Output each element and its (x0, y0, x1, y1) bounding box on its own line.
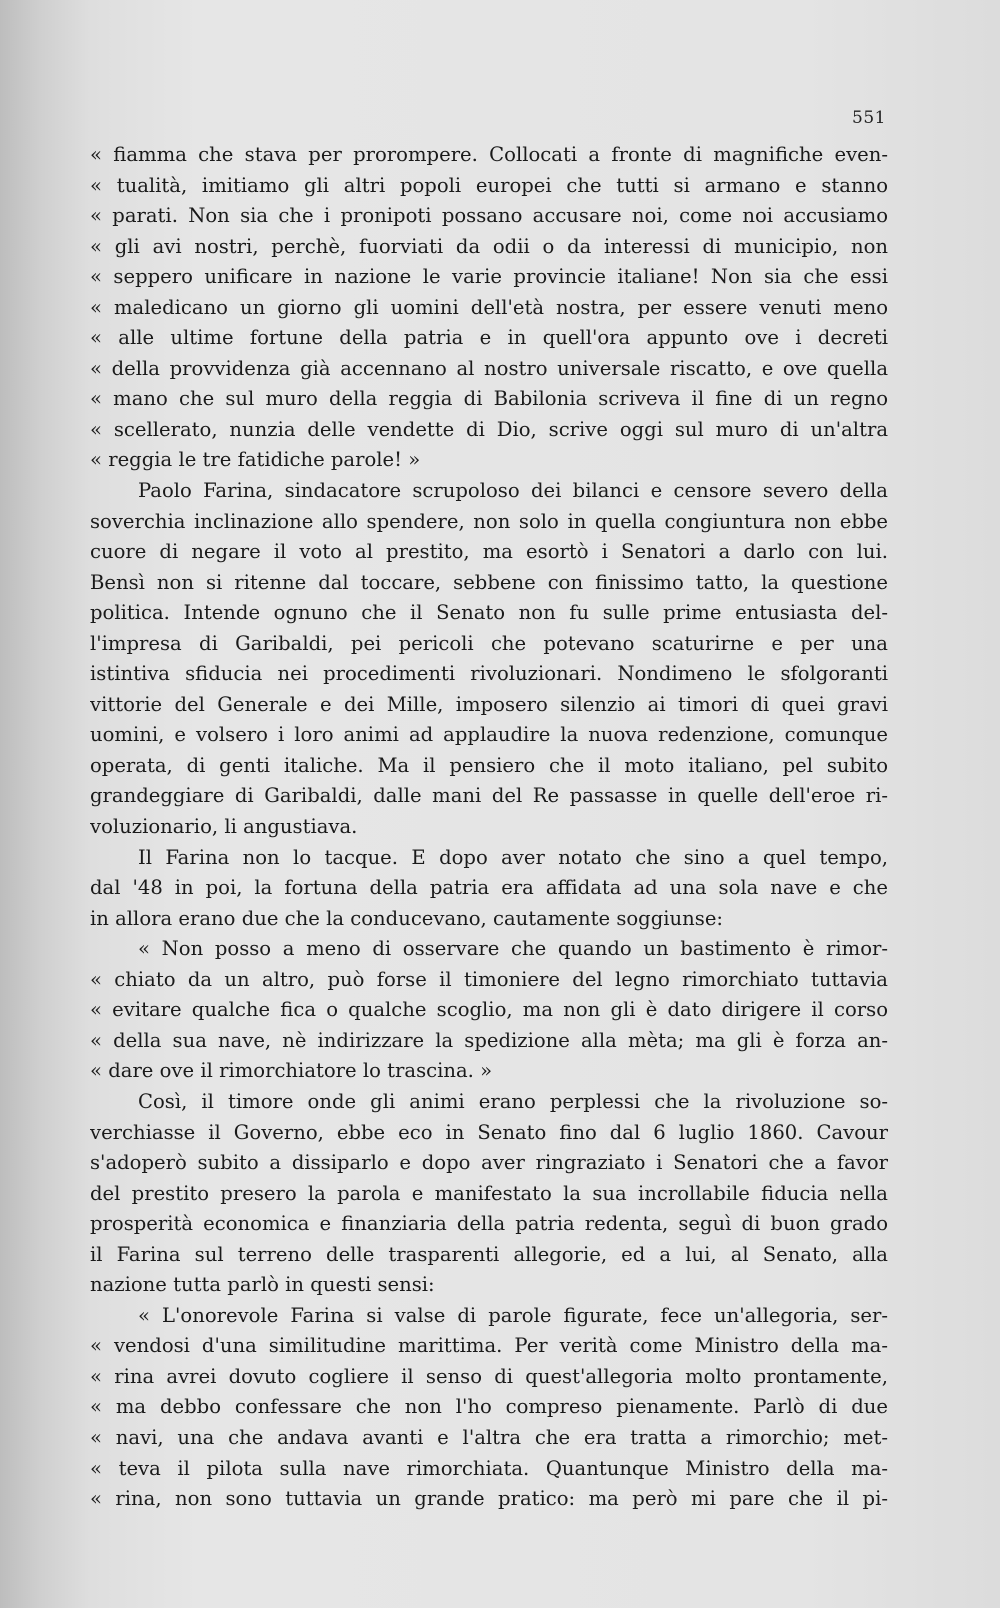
text-line: il Farina sul terreno delle trasparenti allegorie, ed a lui, al Senato, alla (90, 1242, 888, 1266)
text-line: prosperità economica e finanziaria della patria redenta, seguì di buon grado (90, 1212, 888, 1236)
text-line: « L'onorevole Farina si valse di parole figurate, fece un'allegoria, ser- (138, 1303, 888, 1327)
text-line: l'impresa di Garibaldi, pei pericoli che potevano scaturirne e per una (90, 631, 888, 655)
text-line: voluzionario, li angustiava. (90, 815, 358, 839)
text-line: « mano che sul muro della reggia di Babilonia scriveva il fine di un regno (90, 387, 888, 411)
text-line: « maledicano un giorno gli uomini dell'età nostra, per essere venuti meno (90, 295, 888, 319)
text-line: « reggia le tre fatidiche parole! » (90, 448, 421, 472)
text-line: grandeggiare di Garibaldi, dalle mani del Re passasse in quelle dell'eroe ri- (90, 784, 888, 808)
text-line: Paolo Farina, sindacatore scrupoloso dei bilanci e censore severo della (138, 479, 888, 503)
text-line: istintiva sfiducia nei procedimenti rivoluzionari. Nondimeno le sfolgoranti (90, 662, 888, 686)
text-line: soverchia inclinazione allo spendere, non solo in quella congiuntura non ebbe (90, 509, 888, 533)
text-line: dal '48 in poi, la fortuna della patria era affidata ad una sola nave e che (90, 876, 888, 900)
text-line: vittorie del Generale e dei Mille, imposero silenzio ai timori di quei gravi (90, 692, 888, 716)
text-line: « fiamma che stava per prorompere. Collocati a fronte di magnifiche even- (90, 143, 888, 166)
text-line: in allora erano due che la conducevano, cautamente soggiunse: (90, 906, 724, 930)
text-line: « dare ove il rimorchiatore lo trascina. » (90, 1059, 493, 1083)
text-line: « ma debbo confessare che non l'ho compreso pienamente. Parlò di due (90, 1395, 888, 1419)
text-line: uomini, e volsero i loro animi ad applaudire la nuova redenzione, comunque (90, 723, 888, 747)
text-line: « vendosi d'una similitudine marittima. Per verità come Ministro della ma- (90, 1334, 888, 1358)
text-line: operata, di genti italiche. Ma il pensiero che il moto italiano, pel subito (90, 753, 888, 777)
text-line: politica. Intende ognuno che il Senato non fu sulle prime entusiasta del- (90, 601, 888, 625)
text-line: del prestito presero la parola e manifestato la sua incrollabile fiducia nella (90, 1181, 888, 1205)
text-line: cuore di negare il voto al prestito, ma esortò i Senatori a darlo con lui. (90, 540, 888, 564)
text-line: Il Farina non lo tacque. E dopo aver notato che sino a quel tempo, (138, 845, 888, 869)
text-line: nazione tutta parlò in questi sensi: (90, 1273, 435, 1297)
text-line: verchiasse il Governo, ebbe eco in Senato fino dal 6 luglio 1860. Cavour (90, 1120, 888, 1144)
text-line: « teva il pilota sulla nave rimorchiata. Quantunque Ministro della ma- (90, 1456, 888, 1480)
text-line: « navi, una che andava avanti e l'altra che era tratta a rimorchio; met- (90, 1425, 888, 1449)
page-number: 551 (852, 108, 886, 128)
text-line: Così, il timore onde gli animi erano perplessi che la rivoluzione so- (138, 1089, 888, 1113)
text-line: « gli avi nostri, perchè, fuorviati da odii o da interessi di municipio, non (90, 234, 888, 258)
text-line: « Non posso a meno di osservare che quando un bastimento è rimor- (138, 937, 888, 961)
text-line: « seppero unificare in nazione le varie provincie italiane! Non sia che essi (90, 265, 888, 289)
text-line: « parati. Non sia che i pronipoti possano accusare noi, come noi accusiamo (90, 204, 888, 228)
text-line: Bensì non si ritenne dal toccare, sebbene con finissimo tatto, la questione (90, 570, 888, 594)
text-line: « tualità, imitiamo gli altri popoli europei che tutti si armano e stanno (90, 173, 888, 197)
text-line: « della sua nave, nè indirizzare la spedizione alla mèta; ma gli è forza an- (90, 1028, 888, 1052)
text-line: s'adoperò subito a dissiparlo e dopo aver ringraziato i Senatori che a favor (90, 1151, 888, 1175)
text-line: « rina avrei dovuto cogliere il senso di quest'allegoria molto prontamente, (90, 1364, 888, 1388)
body-text (90, 140, 888, 1515)
text-line: « rina, non sono tuttavia un grande pratico: ma però mi pare che il pi- (90, 1487, 888, 1511)
text-line: « scellerato, nunzia delle vendette di Dio, scrive oggi sul muro di un'altra (90, 417, 888, 441)
text-line: « della provvidenza già accennano al nostro universale riscatto, e ove quella (90, 356, 888, 380)
text-line: « alle ultime fortune della patria e in quell'ora appunto ove i decreti (90, 326, 888, 350)
text-line: « evitare qualche fica o qualche scoglio, ma non gli è dato dirigere il corso (90, 998, 888, 1022)
text-line: « chiato da un altro, può forse il timoniere del legno rimorchiato tuttavia (90, 967, 888, 991)
